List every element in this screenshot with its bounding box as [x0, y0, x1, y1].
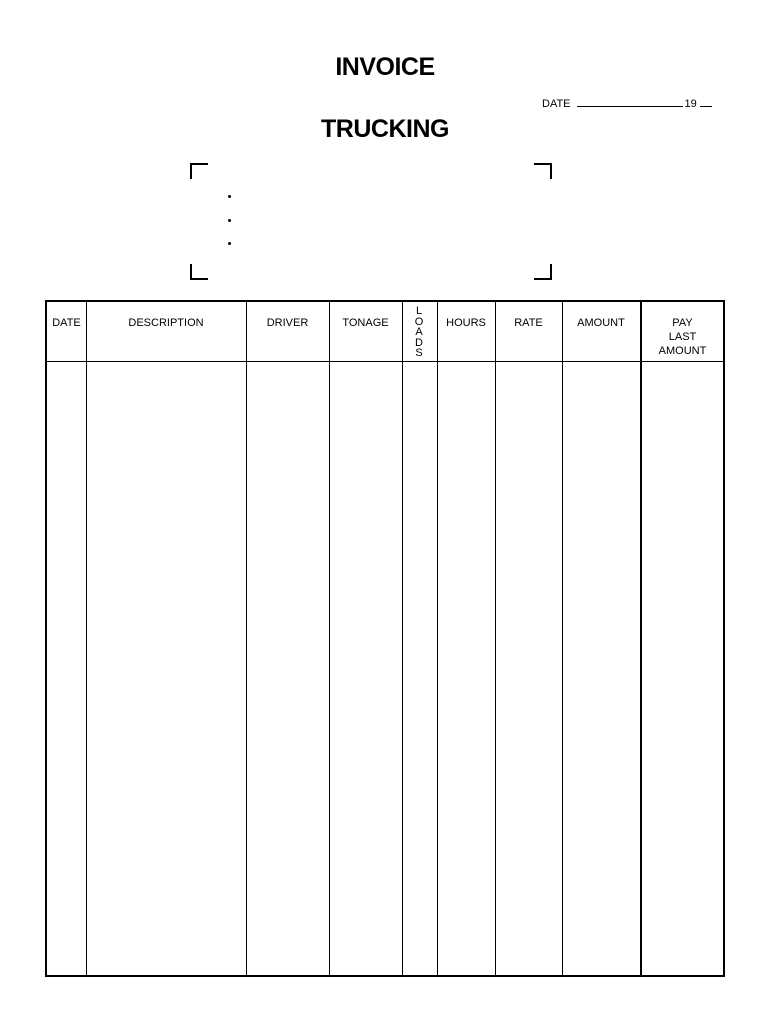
date-field[interactable]	[542, 96, 712, 110]
trucking-title: TRUCKING	[321, 115, 449, 143]
date-blank-line[interactable]	[577, 96, 683, 107]
corner-mark-bottom-left	[190, 264, 208, 280]
amount-label: AMOUNT	[658, 345, 707, 357]
header-divider	[47, 361, 723, 362]
corner-mark-top-right	[534, 163, 552, 179]
column-divider	[495, 302, 496, 975]
loads-letter: O	[414, 315, 424, 328]
column-divider	[402, 302, 403, 975]
column-divider	[246, 302, 247, 975]
loads-letter: D	[415, 336, 423, 349]
invoice-table	[45, 300, 725, 977]
column-divider	[329, 302, 330, 975]
address-bullet	[228, 219, 231, 222]
col-header-date: DATE	[52, 317, 81, 329]
date-year-blank[interactable]	[700, 96, 712, 107]
column-divider	[562, 302, 563, 975]
col-header-loads	[413, 306, 425, 359]
loads-letter: L	[415, 305, 423, 317]
last-label: LAST	[668, 331, 697, 343]
corner-mark-bottom-right	[534, 264, 552, 280]
date-year-prefix: 19	[684, 98, 697, 110]
invoice-title: INVOICE	[335, 53, 435, 81]
column-divider	[86, 302, 87, 975]
date-label: DATE	[542, 98, 571, 110]
loads-letter: A	[415, 326, 423, 338]
col-header-description: DESCRIPTION	[128, 317, 204, 329]
col-header-rate: RATE	[514, 317, 543, 329]
col-header-hours: HOURS	[446, 317, 486, 329]
column-divider	[640, 302, 642, 975]
corner-mark-top-left	[190, 163, 208, 179]
col-header-pay-last-amount	[642, 316, 723, 358]
column-divider	[437, 302, 438, 975]
col-header-amount: AMOUNT	[577, 317, 625, 329]
col-header-tonage: TONAGE	[342, 317, 389, 329]
address-bullet	[228, 242, 231, 245]
col-header-driver: DRIVER	[266, 317, 309, 329]
address-bullet	[228, 195, 231, 198]
loads-letter: S	[415, 347, 423, 359]
pay-label: PAY	[672, 317, 693, 329]
